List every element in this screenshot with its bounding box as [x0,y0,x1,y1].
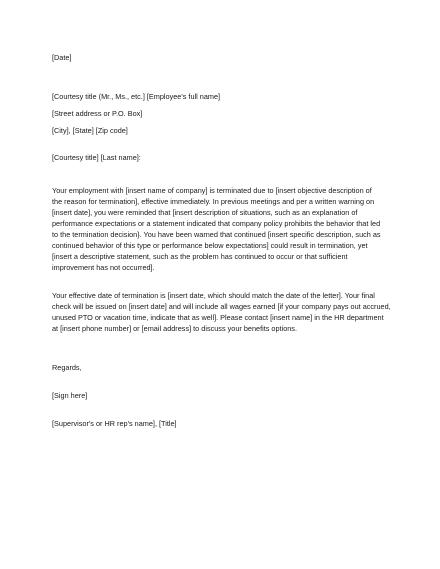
salutation-line: [Courtesy title] [Last name]: [52,153,141,162]
recipient-street-line: [Street address or P.O. Box] [52,109,143,118]
recipient-name-line: [Courtesy title (Mr., Ms., etc.] [Employee's full name] [52,92,221,101]
paragraph-line: the reason for termination], effective immediately. In previous meetings and per a written warning on [52,197,375,206]
spacer [52,63,388,91]
closing-line: Regards, [52,363,82,372]
paragraph-line: Your employment with [insert name of company] is terminated due to [insert objective description of [52,186,372,195]
paragraph-line: at [insert phone number] or [email address] to discuss your benefits options. [52,324,297,333]
paragraph-line: to the termination decision}. You have been warned that continued [insert specific description, such as [52,230,381,239]
paragraph-line: check will be issued on [insert date] and will include all wages earned [if your company pays out accrued, [52,302,391,311]
paragraph-line: performance expectations or a statement indicated that company policy prohibits the behavior that led [52,219,381,228]
paragraph-effective-date [52,290,391,334]
recipient-address-block [52,91,388,136]
paragraph-line: [insert a descriptive statement, such as the problem has continued to occur or that sufficient [52,252,348,261]
paragraph-line: continued behavior of this type or performance below expectations] could result in termination, yet [52,241,368,250]
signer-name-line: [Supervisor's or HR rep's name], [Title] [52,419,177,428]
paragraph-line: improvement has not occurred]. [52,263,155,272]
paragraph-line: unused PTO or vacation time, indicate that as well]. Please contact [insert name] in the HR department [52,313,384,322]
paragraph-termination-reason [52,185,388,273]
paragraph-line: Your effective date of termination is [insert date, which should match the date of the letter]. Your final [52,291,375,300]
date-line: [Date] [52,53,72,62]
termination-letter [52,52,391,429]
recipient-city-line: [City], [State] [Zip code] [52,126,128,135]
signature-placeholder: [Sign here] [52,391,88,400]
paragraph-line: [insert date], you were reminded that [insert description of situations, such as an explanation of [52,208,358,217]
